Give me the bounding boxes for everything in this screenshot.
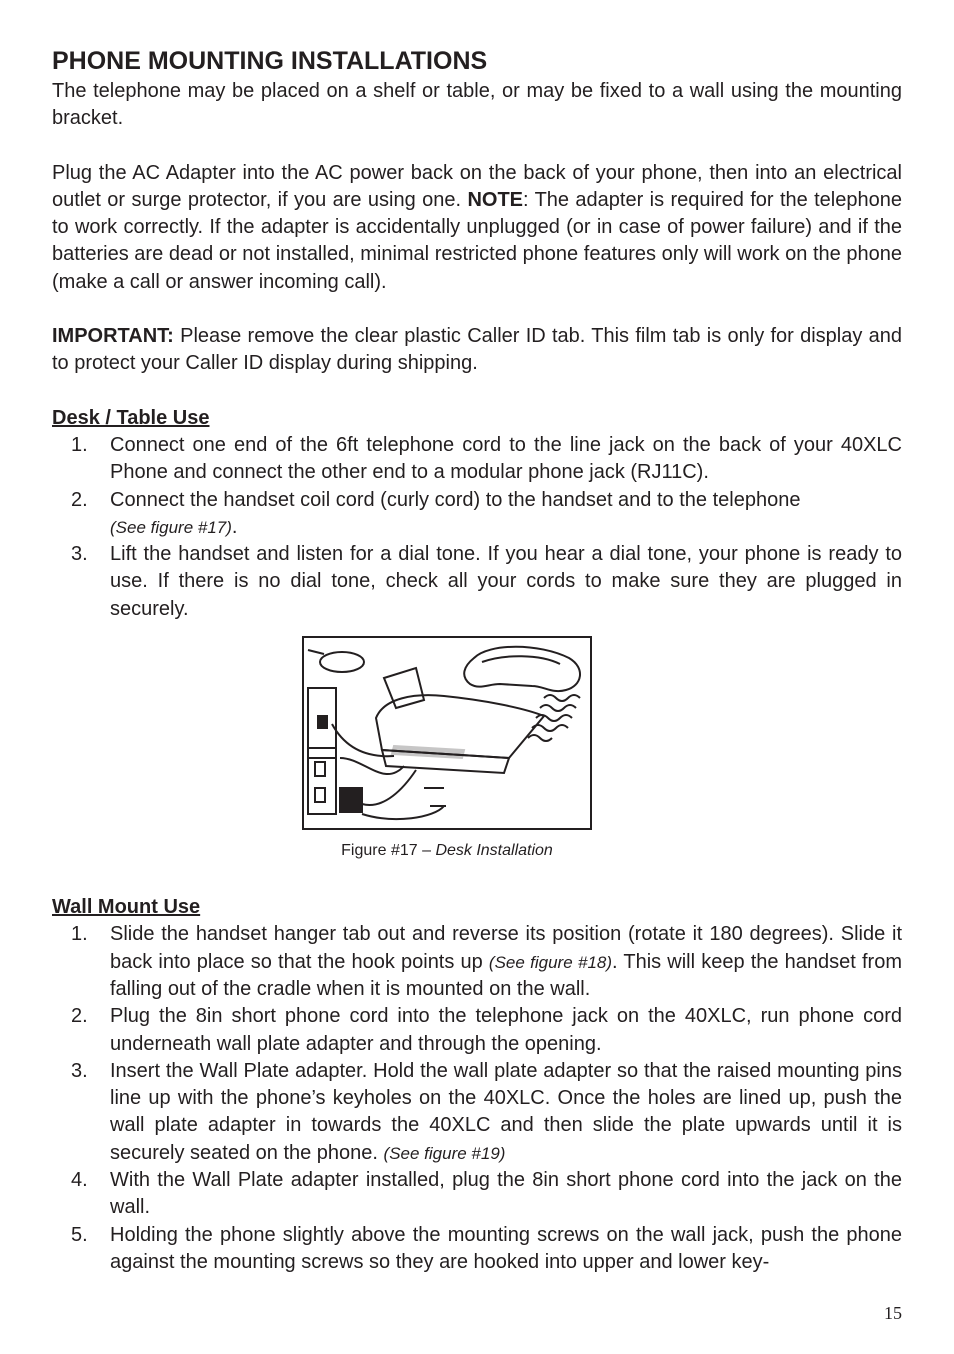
important-text: Please remove the clear plastic Caller ID tab. This film tab is only for display and to protect your Caller ID display during shipping.	[52, 325, 902, 375]
list-item: 4. With the Wall Plate adapter installed, plug the 8in short phone cord into the jack on the wall.	[71, 1169, 902, 1219]
figure-ref: (See figure #17)	[110, 517, 232, 537]
page-title: PHONE MOUNTING INSTALLATIONS	[52, 47, 488, 75]
wall-list	[52, 921, 902, 1276]
figure-ref: (See figure #18)	[488, 952, 613, 972]
adapter-text-2: : The adapter is required for the telephone to work correctly. If the adapter is accidentally unplugged (or in case of power failure) and if the batteries are dead or not installed, minimal restricted phone features only will work on the phone (make a call or answer incoming call).	[52, 188, 902, 293]
important-paragraph	[52, 323, 902, 378]
figure-ref: (See figure #19)	[383, 1143, 506, 1163]
note-label: NOTE	[467, 188, 523, 211]
list-item: 3. Insert the Wall Plate adapter. Hold the wall plate adapter so that the raised mounting pins line up with the phone’s keyholes on the 40XLC. Once the holes are lined up, push the wall plate adapter in towards the 40XLC and then slide the plate upwards until it is securely seated on the phone. (See figure #19)	[71, 1059, 902, 1164]
phone-illustration	[304, 638, 590, 828]
adapter-text-1: Plug the AC Adapter into the AC power back on the back of your phone, then into an electrical outlet or surge protector, if you are using one.	[52, 161, 902, 211]
intro-paragraph: The telephone may be placed on a shelf or table, or may be fixed to a wall using the mounting bracket.	[52, 80, 902, 130]
page-number: 15	[884, 1303, 902, 1323]
figure-caption: Figure #17 – Desk Installation	[341, 842, 553, 860]
page-content	[52, 44, 902, 1276]
desk-list	[52, 432, 902, 623]
adapter-paragraph	[52, 160, 902, 296]
desk-heading: Desk / Table Use	[52, 406, 210, 429]
list-item: 5. Holding the phone slightly above the mounting screws on the wall jack, push the phone against the mounting screws so they are hooked into upper and lower key-	[71, 1223, 902, 1273]
important-label: IMPORTANT:	[52, 325, 174, 348]
list-item: 1. Connect one end of the 6ft telephone cord to the line jack on the back of your 40XLC Phone and connect the other end to a modular phone jack (RJ11C).	[71, 433, 902, 484]
list-item: 1. Slide the handset hanger tab out and reverse its position (rotate it 180 degrees). Slide it back into place so that the hook points up (See figure #18). This will keep the handset from falling out of the cradle when it is mounted on the wall.	[71, 923, 903, 1000]
list-item: 2. Connect the handset coil cord (curly cord) to the handset and to the telephone (See figure #17).	[71, 488, 801, 538]
list-item: 3. Lift the handset and listen for a dial tone. If you hear a dial tone, your phone is ready to use. If there is no dial tone, check all your cords to make sure they are plugged in securely.	[71, 543, 902, 620]
desk-installation-figure	[302, 636, 592, 830]
wall-heading: Wall Mount Use	[52, 896, 201, 919]
list-item: 2. Plug the 8in short phone cord into the telephone jack on the 40XLC, run phone cord underneath wall plate adapter and through the opening.	[71, 1005, 902, 1055]
